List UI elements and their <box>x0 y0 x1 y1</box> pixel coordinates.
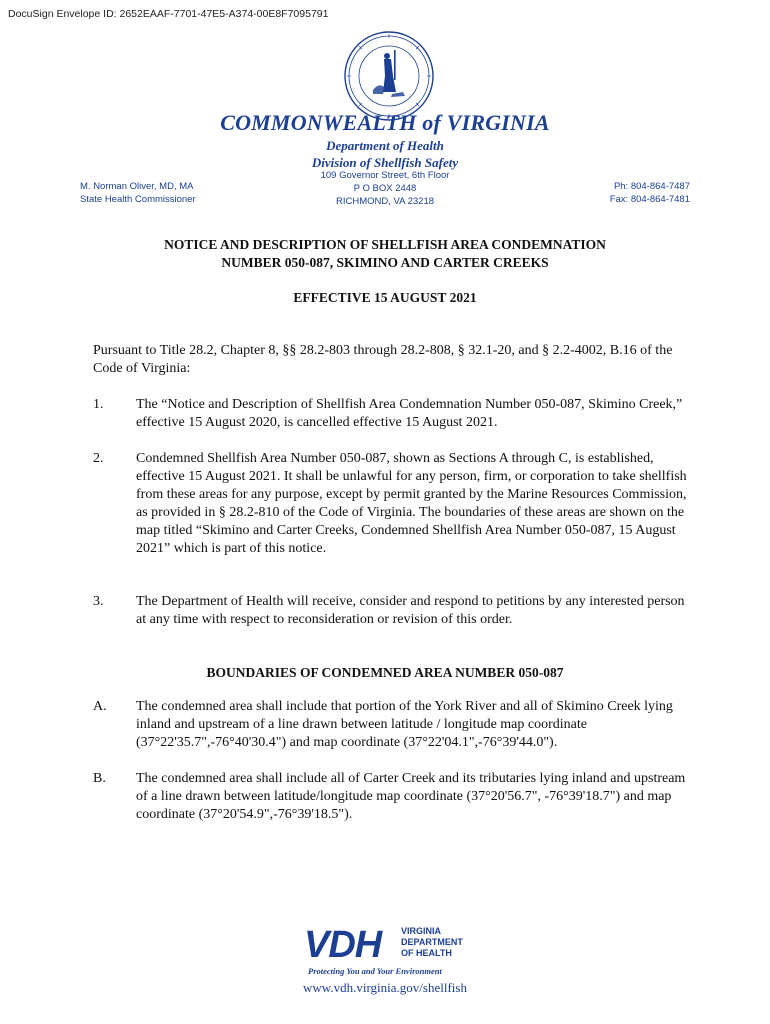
boundary-text: The condemned area shall include that portion of the York River and all of Skimino Creek lying inland and upstream of a line drawn between latitude / longitude map coordinate (37°22'35.7",-76°40'30.4") and map coordinate (37°22'04.1",-76°39'44.0"). <box>136 699 673 750</box>
item-text: The “Notice and Description of Shellfish Area Condemnation Number 050-087, Skimino Creek,” effective 15 August 2020, is cancelled effective 15 August 2021. <box>136 397 683 430</box>
website-link[interactable]: www.vdh.virginia.gov/shellfish <box>303 980 467 995</box>
address-line-2: P O BOX 2448 <box>353 183 417 194</box>
notice-title <box>0 236 770 272</box>
division-name: Division of Shellfish Safety <box>311 155 459 170</box>
item-number: 2. <box>93 451 104 466</box>
boundaries-heading: BOUNDARIES OF CONDEMNED AREA NUMBER 050-087 <box>206 665 564 680</box>
virginia-state-seal-icon <box>343 30 435 122</box>
boundary-letter: A. <box>93 699 107 714</box>
address-line-1: 109 Governor Street, 6th Floor <box>320 170 450 181</box>
boundary-text: The condemned area shall include all of Carter Creek and its tributaries lying inland and upstream of a line drawn between latitude/longitude map coordinate (37°20'56.7", -76°39'18.7") and map coordinate (37°20'54.9",-76°39'18.5"). <box>136 771 686 822</box>
notice-title-line-1: NOTICE AND DESCRIPTION OF SHELLFISH AREA CONDEMNATION <box>164 237 606 252</box>
notice-title-line-2: NUMBER 050-087, SKIMINO AND CARTER CREEKS <box>221 255 549 270</box>
docusign-envelope-id: DocuSign Envelope ID: 2652EAAF-7701-47E5-A374-00E8F7095791 <box>8 8 329 20</box>
fax-number: Fax: 804-864-7481 <box>609 194 690 205</box>
address-line-3: RICHMOND, VA 23218 <box>335 196 435 207</box>
commissioner-title: State Health Commissioner <box>80 194 196 205</box>
contact-block <box>610 180 690 206</box>
commissioner-name: M. Norman Oliver, MD, MA <box>80 181 194 192</box>
item-text: Condemned Shellfish Area Number 050-087, shown as Sections A through C, is established, effective 15 August 2021. It shall be unlawful for any person, firm, or corporation to take shellfish from these areas for any purpose, except by permit granted by the Marine Resources Commission, as provided in § 28.2-810 of the Code of Virginia. The boundaries of these areas are shown on the map titled “Skimino and Carter Creeks, Condemned Shellfish Area Number 050-087, 15 August 2021” which is part of this notice. <box>136 451 687 556</box>
item-text: The Department of Health will receive, consider and respond to petitions by any interested person at any time with respect to reconsideration or revision of this order. <box>136 594 685 627</box>
effective-date: EFFECTIVE 15 AUGUST 2021 <box>293 290 477 305</box>
vdh-tagline: Protecting You and Your Environment <box>308 966 442 976</box>
vdh-logo-letters: VDH <box>304 924 382 966</box>
vdh-logo <box>304 922 474 982</box>
commissioner-block <box>80 180 196 206</box>
commonwealth-title: COMMONWEALTH of VIRGINIA <box>220 110 550 135</box>
boundary-letter: B. <box>93 771 106 786</box>
department-name: Department of Health <box>326 138 444 153</box>
phone-number: Ph: 804-864-7487 <box>613 181 690 192</box>
vdh-name-line-3: OF HEALTH <box>401 948 452 958</box>
vdh-name-line-1: VIRGINIA <box>401 926 442 936</box>
item-number: 1. <box>93 397 104 412</box>
item-number: 3. <box>93 594 104 609</box>
intro-paragraph: Pursuant to Title 28.2, Chapter 8, §§ 28.2-803 through 28.2-808, § 32.1-20, and § 2.2-4002, B.16 of the Code of Virginia: <box>93 343 673 376</box>
vdh-logo-name <box>401 926 463 959</box>
department-heading <box>0 137 770 171</box>
vdh-name-line-2: DEPARTMENT <box>401 937 463 947</box>
